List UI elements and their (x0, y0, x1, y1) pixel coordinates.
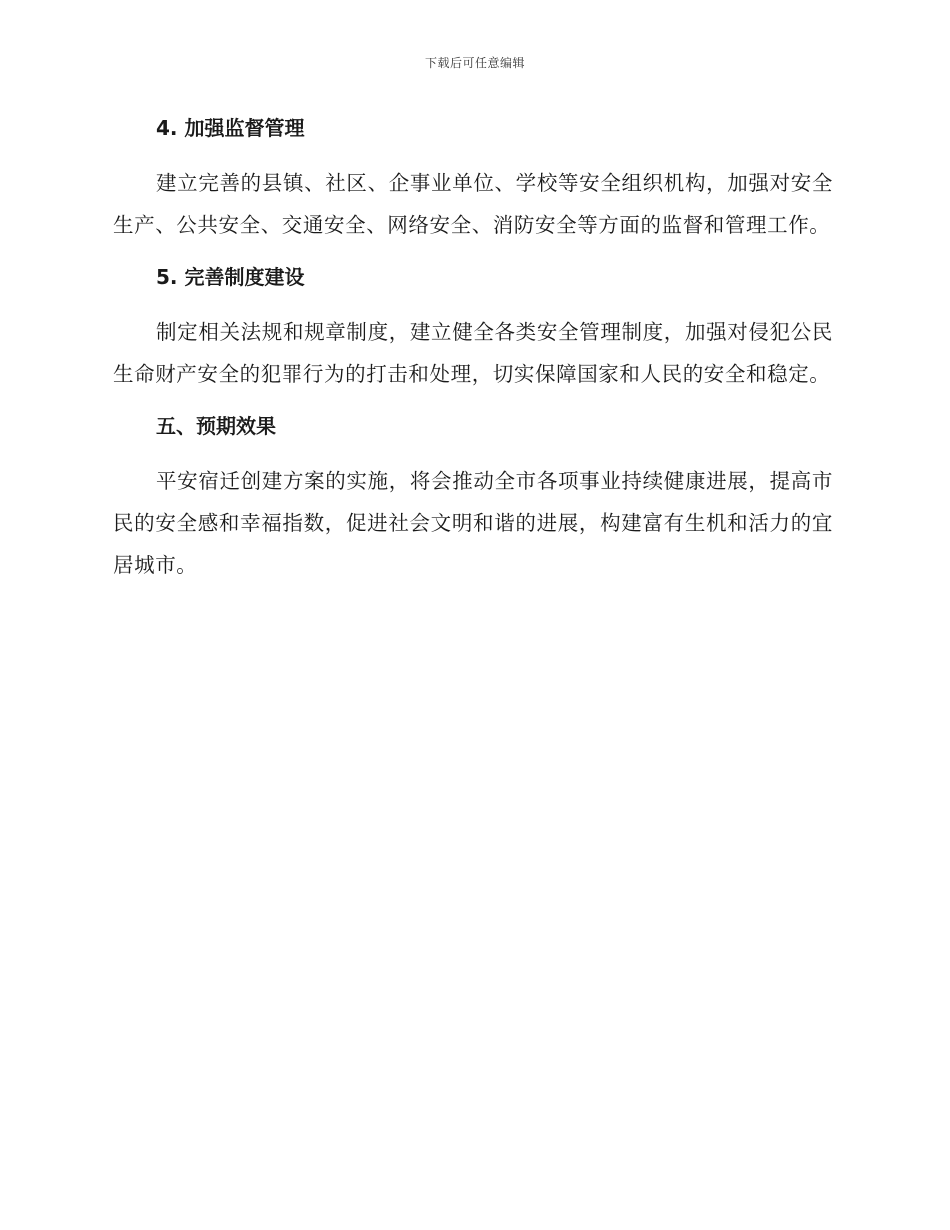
section-heading-system-building: 5. 完善制度建设 (156, 265, 305, 289)
section-heading-expected-results: 五、预期效果 (156, 414, 276, 438)
document-body (113, 110, 833, 586)
section-heading-supervision: 4. 加强监督管理 (156, 116, 305, 140)
section-paragraph-system-building: 制定相关法规和规章制度，建立健全各类安全管理制度，加强对侵犯公民生命财产安全的犯罪行为的打击和处理，切实保障国家和人民的安全和稳定。 (113, 320, 833, 386)
section-paragraph-supervision: 建立完善的县镇、社区、企事业单位、学校等安全组织机构，加强对安全生产、公共安全、交通安全、网络安全、消防安全等方面的监督和管理工作。 (113, 171, 833, 237)
section-paragraph-expected-results: 平安宿迁创建方案的实施，将会推动全市各项事业持续健康进展，提高市民的安全感和幸福指数，促进社会文明和谐的进展，构建富有生机和活力的宜居城市。 (113, 469, 833, 577)
page-header: 下载后可任意编辑 (424, 56, 525, 70)
